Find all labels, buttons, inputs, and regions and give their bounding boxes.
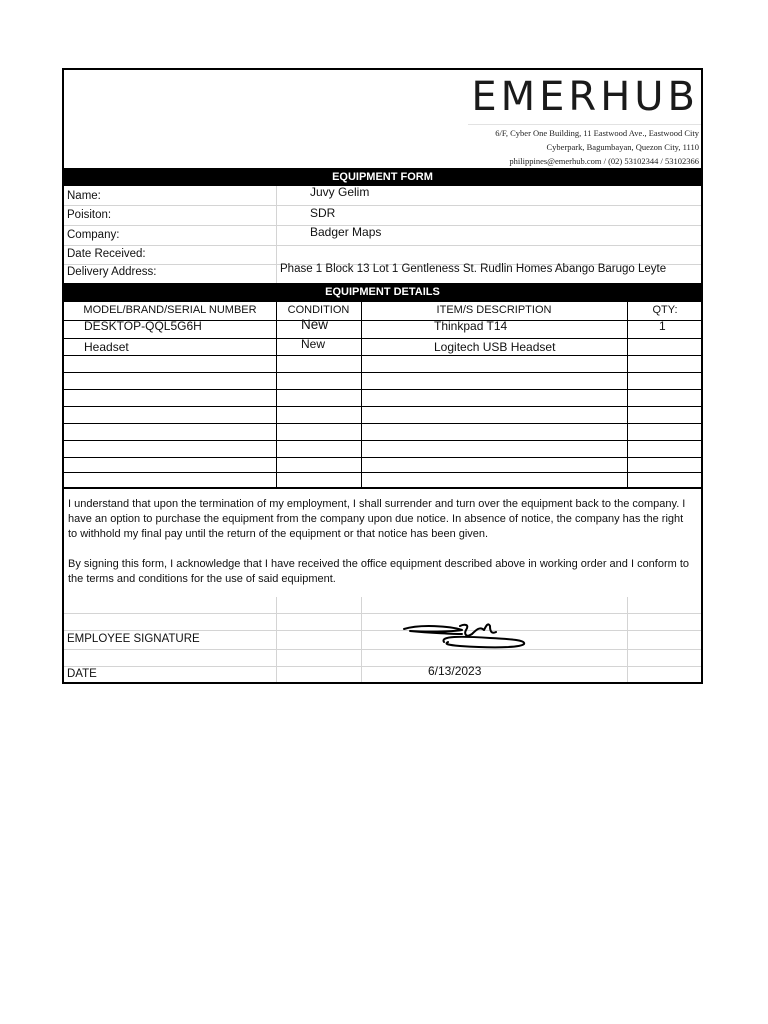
address-line-1: 6/F, Cyber One Building, 11 Eastwood Ave., Eastwood City [495,128,699,138]
sig-grid-row [64,650,701,667]
header-description: ITEM/S DESCRIPTION [436,304,552,316]
row1-description: Thinkpad T14 [434,319,508,333]
header-condition: CONDITION [287,304,350,316]
logo-divider [468,124,701,125]
row2-condition: New [301,337,326,351]
name-label: Name: [67,190,101,202]
name-row [64,186,701,206]
row1-condition: New [301,317,329,332]
position-row [64,206,701,226]
name-value: Juvy Gelim [310,185,370,199]
sig-grid-row [64,614,701,631]
sig-grid-row [64,597,701,614]
table-row [64,441,701,458]
row1-qty: 1 [659,319,666,333]
table-row [64,317,701,339]
signature-row [64,631,701,650]
table-row [64,339,701,356]
date-label: DATE [67,668,97,680]
header-model: MODEL/BRAND/SERIAL NUMBER [83,304,257,316]
table-row [64,356,701,373]
table-row [64,458,701,473]
table-row [64,473,701,489]
employee-signature-label: EMPLOYEE SIGNATURE [67,633,200,645]
contact-line: philippines@emerhub.com / (02) 53102344 / 53102366 [509,156,699,166]
position-label: Poisiton: [67,209,112,221]
header-qty: QTY: [652,304,678,316]
equipment-form [62,68,703,684]
row1-model: DESKTOP-QQL5G6H [84,319,202,333]
signed-date-value: 6/13/2023 [428,664,482,678]
details-title: EQUIPMENT DETAILS [64,283,701,302]
delivery-address-label: Delivery Address: [67,266,157,278]
table-row [64,424,701,441]
handwritten-signature [400,620,530,652]
table-row [64,373,701,390]
address-line-2: Cyberpark, Bagumbayan, Quezon City, 1110 [546,142,699,152]
row2-model: Headset [84,340,129,354]
delivery-address-row [64,265,701,283]
terms-paragraph-2: By signing this form, I acknowledge that I have received the office equipment described above in working order and I conform to the terms and conditions for the use of said equipment. [68,558,690,585]
table-row [64,390,701,407]
company-row [64,226,701,246]
row2-description: Logitech USB Headset [434,340,556,354]
date-row [64,664,701,684]
company-label: Company: [67,229,120,241]
position-value: SDR [310,206,336,220]
date-received-label: Date Received: [67,248,146,260]
company-logo: EMERHUB [471,74,699,120]
table-row [64,407,701,424]
terms-paragraph-1: I understand that upon the termination of my employment, I shall surrender and turn over the equipment back to the company. I have an option to purchase the equipment from the company upon due notice. In absence of notice, the company has the right to withhold my final pay until the return of the equipment or that notice has been given. [68,498,686,540]
company-value: Badger Maps [310,225,382,239]
form-title: EQUIPMENT FORM [64,168,701,186]
delivery-address-value: Phase 1 Block 13 Lot 1 Gentleness St. Rudlin Homes Abango Barugo Leyte [280,263,667,275]
